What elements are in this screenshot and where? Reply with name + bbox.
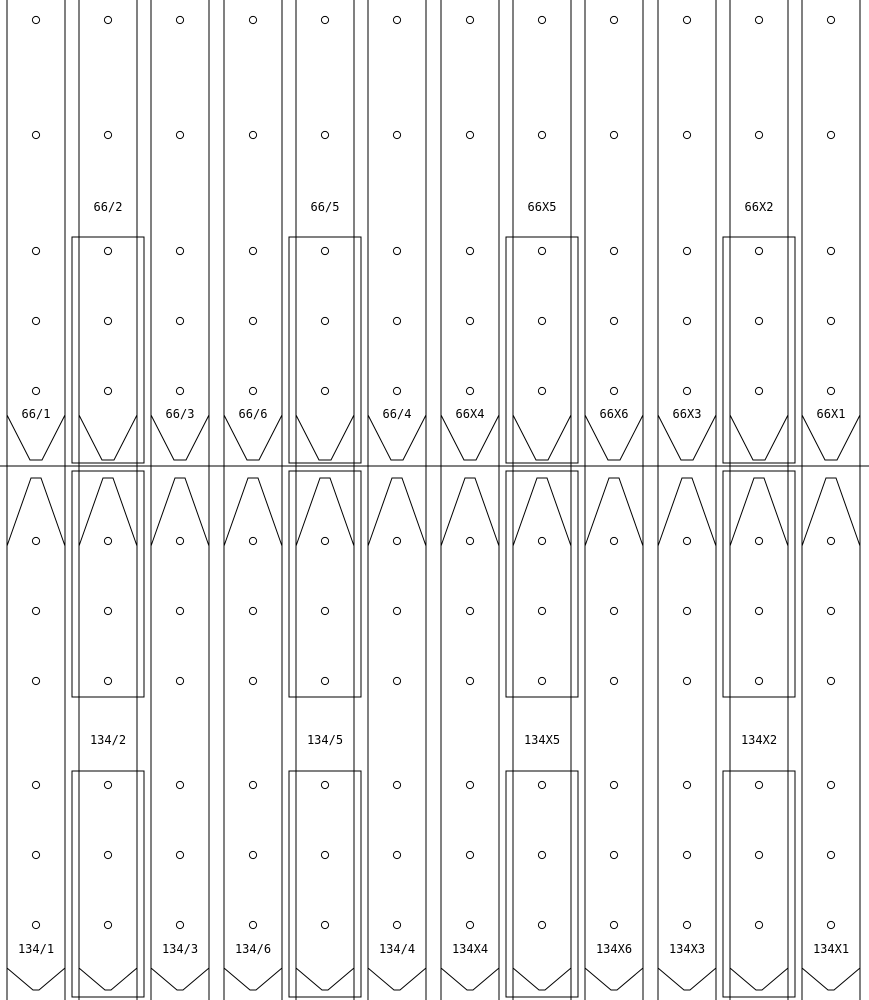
strip-label-top: 66X3 bbox=[672, 407, 702, 421]
strip-label-mid-top: 66/2 bbox=[93, 200, 123, 214]
hole bbox=[176, 781, 183, 788]
hole bbox=[176, 387, 183, 394]
hole bbox=[104, 317, 111, 324]
hole bbox=[321, 677, 328, 684]
hole bbox=[466, 387, 473, 394]
strip-end-notch bbox=[730, 968, 788, 990]
hole bbox=[393, 317, 400, 324]
hole bbox=[827, 247, 834, 254]
strip-tip-top bbox=[513, 415, 571, 460]
hole bbox=[538, 247, 545, 254]
hole bbox=[104, 387, 111, 394]
hole bbox=[610, 537, 617, 544]
hole bbox=[683, 317, 690, 324]
frame-bottom bbox=[506, 771, 578, 997]
frame-middle bbox=[289, 471, 361, 697]
hole bbox=[393, 921, 400, 928]
hole bbox=[32, 607, 39, 614]
hole bbox=[466, 607, 473, 614]
strip-label-mid-top: 66X2 bbox=[744, 200, 774, 214]
hole bbox=[683, 851, 690, 858]
strip-end-notch bbox=[658, 968, 716, 990]
strip-tip-bottom bbox=[658, 478, 716, 546]
hole bbox=[466, 16, 473, 23]
frame-bottom bbox=[723, 771, 795, 997]
strip-end-notch bbox=[441, 968, 499, 990]
strip-tip-top bbox=[730, 415, 788, 460]
hole bbox=[610, 607, 617, 614]
strip-label-top: 66/4 bbox=[382, 407, 412, 421]
strip-label-top: 66X6 bbox=[599, 407, 629, 421]
hole bbox=[683, 921, 690, 928]
strip-label-bottom: 134X3 bbox=[668, 942, 706, 956]
hole bbox=[249, 317, 256, 324]
hole bbox=[683, 677, 690, 684]
hole bbox=[321, 851, 328, 858]
hole bbox=[755, 781, 762, 788]
frame-bottom bbox=[72, 771, 144, 997]
hole bbox=[321, 387, 328, 394]
strip-label-mid-bottom: 134/5 bbox=[306, 733, 344, 747]
hole bbox=[393, 387, 400, 394]
hole bbox=[610, 16, 617, 23]
strip-end-notch bbox=[296, 968, 354, 990]
strip-end-notch bbox=[513, 968, 571, 990]
hole bbox=[104, 247, 111, 254]
strip-8 bbox=[506, 0, 578, 1000]
hole bbox=[827, 317, 834, 324]
strip-9 bbox=[585, 0, 643, 1000]
frame-top bbox=[506, 237, 578, 463]
hole bbox=[683, 16, 690, 23]
strip-label-mid-bottom: 134X2 bbox=[740, 733, 778, 747]
strip-label-top: 66/6 bbox=[238, 407, 268, 421]
strip-label-mid-bottom: 134X5 bbox=[523, 733, 561, 747]
hole bbox=[827, 16, 834, 23]
hole bbox=[321, 537, 328, 544]
hole bbox=[321, 781, 328, 788]
strip-tip-bottom bbox=[441, 478, 499, 546]
strip-tip-top bbox=[296, 415, 354, 460]
hole bbox=[249, 537, 256, 544]
hole bbox=[755, 317, 762, 324]
hole bbox=[610, 317, 617, 324]
hole bbox=[104, 921, 111, 928]
hole bbox=[321, 921, 328, 928]
hole bbox=[176, 317, 183, 324]
hole bbox=[249, 16, 256, 23]
hole bbox=[176, 851, 183, 858]
hole bbox=[466, 317, 473, 324]
hole bbox=[104, 677, 111, 684]
hole bbox=[610, 387, 617, 394]
hole bbox=[755, 16, 762, 23]
strip-label-bottom: 134X1 bbox=[812, 942, 850, 956]
frame-top bbox=[723, 237, 795, 463]
strip-tip-bottom bbox=[296, 478, 354, 546]
strip-tip-bottom bbox=[79, 478, 137, 546]
hole bbox=[827, 131, 834, 138]
hole bbox=[249, 851, 256, 858]
hole bbox=[827, 677, 834, 684]
strip-label-bottom: 134/1 bbox=[17, 942, 55, 956]
strip-end-notch bbox=[151, 968, 209, 990]
strip-label-top: 66/1 bbox=[21, 407, 51, 421]
hole bbox=[610, 781, 617, 788]
hole bbox=[176, 607, 183, 614]
strip-label-top: 66X4 bbox=[455, 407, 485, 421]
strip-tip-top bbox=[658, 415, 716, 460]
hole bbox=[104, 781, 111, 788]
hole bbox=[249, 387, 256, 394]
hole bbox=[32, 537, 39, 544]
hole bbox=[538, 537, 545, 544]
hole bbox=[466, 537, 473, 544]
strip-label-bottom: 134X4 bbox=[451, 942, 489, 956]
hole bbox=[321, 247, 328, 254]
hole bbox=[32, 851, 39, 858]
hole bbox=[249, 921, 256, 928]
strip-end-notch bbox=[79, 968, 137, 990]
hole bbox=[393, 607, 400, 614]
frame-top bbox=[72, 237, 144, 463]
hole bbox=[827, 851, 834, 858]
strip-4 bbox=[224, 0, 282, 1000]
strip-label-mid-top: 66X5 bbox=[527, 200, 557, 214]
strip-end-notch bbox=[224, 968, 282, 990]
hole bbox=[466, 247, 473, 254]
hole bbox=[104, 537, 111, 544]
hole bbox=[466, 677, 473, 684]
strip-end-notch bbox=[368, 968, 426, 990]
hole bbox=[755, 387, 762, 394]
hole bbox=[32, 921, 39, 928]
hole bbox=[321, 16, 328, 23]
strip-label-bottom: 134/3 bbox=[161, 942, 199, 956]
hole bbox=[538, 677, 545, 684]
strip-end-notch bbox=[7, 968, 65, 990]
hole bbox=[755, 247, 762, 254]
strip-7 bbox=[441, 0, 499, 1000]
hole bbox=[538, 921, 545, 928]
strip-tip-bottom bbox=[513, 478, 571, 546]
strip-end-notch bbox=[802, 968, 860, 990]
hole bbox=[827, 781, 834, 788]
strip-5 bbox=[289, 0, 361, 1000]
hole bbox=[827, 387, 834, 394]
hole bbox=[827, 921, 834, 928]
hole bbox=[32, 781, 39, 788]
hole bbox=[538, 851, 545, 858]
hole bbox=[610, 677, 617, 684]
strip-label-top: 66/3 bbox=[165, 407, 195, 421]
strip-tip-bottom bbox=[368, 478, 426, 546]
hole bbox=[538, 387, 545, 394]
hole bbox=[466, 851, 473, 858]
frame-middle bbox=[72, 471, 144, 697]
hole bbox=[393, 677, 400, 684]
hole bbox=[32, 677, 39, 684]
hole bbox=[321, 607, 328, 614]
hole bbox=[104, 16, 111, 23]
frame-top bbox=[289, 237, 361, 463]
hole bbox=[393, 131, 400, 138]
hole bbox=[393, 851, 400, 858]
hole bbox=[827, 607, 834, 614]
strip-tip-bottom bbox=[7, 478, 65, 546]
hole bbox=[610, 921, 617, 928]
hole bbox=[32, 387, 39, 394]
strip-tip-bottom bbox=[585, 478, 643, 546]
strip-label-bottom: 134X6 bbox=[595, 942, 633, 956]
hole bbox=[755, 131, 762, 138]
hole bbox=[176, 247, 183, 254]
strips-layer bbox=[7, 0, 860, 1000]
strip-tip-top bbox=[585, 415, 643, 460]
hole bbox=[393, 16, 400, 23]
hole bbox=[538, 131, 545, 138]
strip-label-bottom: 134/4 bbox=[378, 942, 416, 956]
hole bbox=[176, 16, 183, 23]
strip-10 bbox=[658, 0, 716, 1000]
strip-11 bbox=[723, 0, 795, 1000]
hole bbox=[538, 16, 545, 23]
hole bbox=[683, 537, 690, 544]
strip-1 bbox=[7, 0, 65, 1000]
strip-label-bottom: 134/6 bbox=[234, 942, 272, 956]
hole bbox=[683, 131, 690, 138]
strip-label-top: 66X1 bbox=[816, 407, 846, 421]
hole bbox=[249, 131, 256, 138]
hole bbox=[393, 247, 400, 254]
hole bbox=[176, 537, 183, 544]
hole bbox=[32, 317, 39, 324]
hole bbox=[466, 921, 473, 928]
hole bbox=[176, 131, 183, 138]
strip-12 bbox=[802, 0, 860, 1000]
hole bbox=[755, 677, 762, 684]
hole bbox=[466, 131, 473, 138]
hole bbox=[32, 131, 39, 138]
hole bbox=[610, 851, 617, 858]
hole bbox=[683, 387, 690, 394]
hole bbox=[538, 317, 545, 324]
hole bbox=[321, 131, 328, 138]
strip-3 bbox=[151, 0, 209, 1000]
hole bbox=[610, 131, 617, 138]
hole bbox=[249, 677, 256, 684]
strip-label-mid-top: 66/5 bbox=[310, 200, 340, 214]
frame-middle bbox=[506, 471, 578, 697]
hole bbox=[321, 317, 328, 324]
strip-tip-top bbox=[151, 415, 209, 460]
hole bbox=[683, 781, 690, 788]
hole bbox=[176, 921, 183, 928]
strip-tip-top bbox=[441, 415, 499, 460]
hole bbox=[249, 607, 256, 614]
hole bbox=[610, 247, 617, 254]
hole bbox=[538, 607, 545, 614]
hole bbox=[393, 781, 400, 788]
strip-tip-top bbox=[79, 415, 137, 460]
hole bbox=[466, 781, 473, 788]
hole bbox=[32, 16, 39, 23]
strip-tip-top bbox=[224, 415, 282, 460]
strip-tip-bottom bbox=[730, 478, 788, 546]
strip-tip-bottom bbox=[224, 478, 282, 546]
strip-tip-bottom bbox=[151, 478, 209, 546]
hole bbox=[755, 851, 762, 858]
hole bbox=[32, 247, 39, 254]
hole bbox=[249, 247, 256, 254]
strip-tip-top bbox=[802, 415, 860, 460]
hole bbox=[755, 607, 762, 614]
hole bbox=[683, 607, 690, 614]
strip-6 bbox=[368, 0, 426, 1000]
hole bbox=[755, 537, 762, 544]
strip-end-notch bbox=[585, 968, 643, 990]
hole bbox=[538, 781, 545, 788]
frame-middle bbox=[723, 471, 795, 697]
hole bbox=[249, 781, 256, 788]
hole bbox=[104, 607, 111, 614]
hole bbox=[683, 247, 690, 254]
hole bbox=[104, 131, 111, 138]
frame-bottom bbox=[289, 771, 361, 997]
hole bbox=[176, 677, 183, 684]
strip-label-mid-bottom: 134/2 bbox=[89, 733, 127, 747]
hole bbox=[393, 537, 400, 544]
hole bbox=[755, 921, 762, 928]
strip-tip-bottom bbox=[802, 478, 860, 546]
strip-tip-top bbox=[368, 415, 426, 460]
hole bbox=[827, 537, 834, 544]
hole bbox=[104, 851, 111, 858]
strip-tip-top bbox=[7, 415, 65, 460]
strip-2 bbox=[72, 0, 144, 1000]
